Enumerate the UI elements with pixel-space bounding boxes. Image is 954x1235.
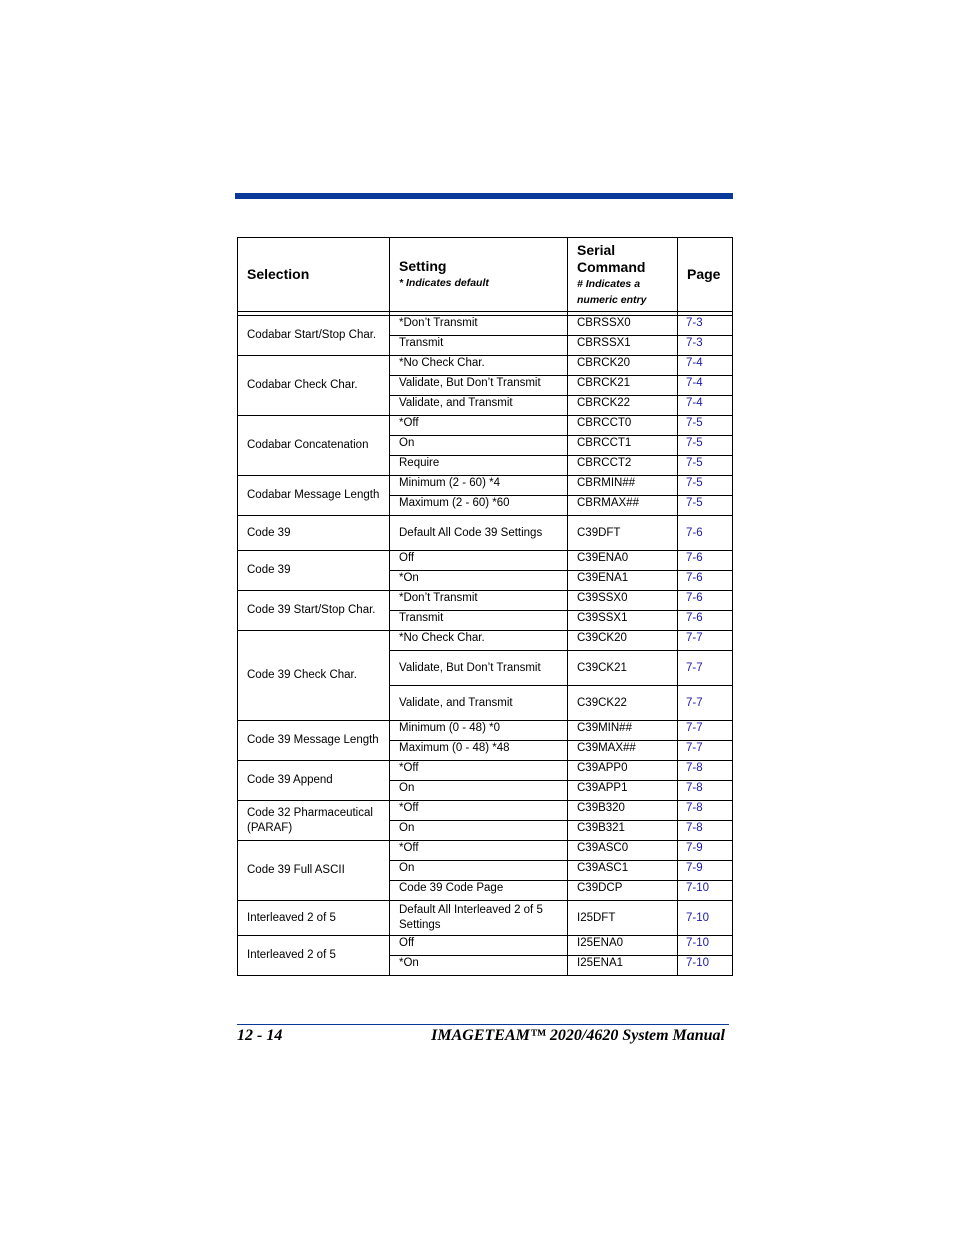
setting-cell: *Off (390, 841, 568, 861)
page-link[interactable]: 7-7 (678, 631, 733, 651)
command-table (237, 237, 733, 976)
selection-cell: Code 39 Append (238, 761, 390, 801)
setting-cell: Default All Code 39 Settings (390, 516, 568, 551)
serial-command-cell: CBRCK20 (568, 356, 678, 376)
page-link[interactable]: 7-6 (678, 591, 733, 611)
serial-command-cell: CBRCCT1 (568, 436, 678, 456)
page-link[interactable]: 7-6 (678, 611, 733, 631)
page-link[interactable]: 7-7 (678, 741, 733, 761)
setting-cell: On (390, 436, 568, 456)
serial-note: # Indicates a numeric entry (577, 277, 647, 306)
serial-command-cell: I25ENA0 (568, 936, 678, 956)
selection-cell: Codabar Check Char. (238, 356, 390, 416)
setting-cell: *Off (390, 416, 568, 436)
serial-command-cell: I25ENA1 (568, 956, 678, 976)
selection-cell: Code 39 Full ASCII (238, 841, 390, 901)
page-link[interactable]: 7-6 (678, 571, 733, 591)
setting-cell: Default All Interleaved 2 of 5 Settings (390, 901, 568, 936)
setting-note: * Indicates default (399, 277, 489, 289)
setting-cell: Minimum (2 - 60) *4 (390, 476, 568, 496)
footer-rule (237, 1024, 729, 1025)
serial-command-cell: CBRMIN## (568, 476, 678, 496)
serial-command-cell: CBRCCT2 (568, 456, 678, 476)
selection-cell: Interleaved 2 of 5 (238, 901, 390, 936)
page-link[interactable]: 7-10 (678, 881, 733, 901)
page-link[interactable]: 7-6 (678, 516, 733, 551)
serial-command-cell: C39ASC0 (568, 841, 678, 861)
setting-cell: *Don’t Transmit (390, 316, 568, 336)
selection-cell: Code 39 Check Char. (238, 631, 390, 721)
page-link[interactable]: 7-7 (678, 651, 733, 686)
table-row (238, 416, 733, 436)
selection-cell: Interleaved 2 of 5 (238, 936, 390, 976)
page-number: 12 - 14 (237, 1027, 283, 1044)
page-link[interactable]: 7-7 (678, 686, 733, 721)
table-row (238, 936, 733, 956)
setting-cell: Require (390, 456, 568, 476)
page-link[interactable]: 7-5 (678, 416, 733, 436)
table-row (238, 801, 733, 821)
setting-cell: Maximum (0 - 48) *48 (390, 741, 568, 761)
serial-command-cell: C39MIN## (568, 721, 678, 741)
setting-cell: Transmit (390, 611, 568, 631)
selection-cell: Code 39 Start/Stop Char. (238, 591, 390, 631)
table-row (238, 721, 733, 741)
setting-cell: Transmit (390, 336, 568, 356)
serial-command-cell: C39DFT (568, 516, 678, 551)
setting-cell: On (390, 781, 568, 801)
selection-cell: Code 32 Pharmaceutical (PARAF) (238, 801, 390, 841)
table-row (238, 761, 733, 781)
setting-cell: Minimum (0 - 48) *0 (390, 721, 568, 741)
setting-cell: Code 39 Code Page (390, 881, 568, 901)
setting-cell: On (390, 861, 568, 881)
page-link[interactable]: 7-8 (678, 801, 733, 821)
serial-command-cell: CBRSSX0 (568, 316, 678, 336)
selection-cell: Codabar Start/Stop Char. (238, 316, 390, 356)
serial-command-cell: C39SSX1 (568, 611, 678, 631)
serial-command-cell: C39APP0 (568, 761, 678, 781)
setting-cell: On (390, 821, 568, 841)
selection-cell: Code 39 (238, 551, 390, 591)
setting-cell: *On (390, 956, 568, 976)
document-title: IMAGETEAM™ 2020/4620 System Manual (431, 1027, 725, 1044)
page-link[interactable]: 7-5 (678, 496, 733, 516)
page-link[interactable]: 7-5 (678, 476, 733, 496)
page-link[interactable]: 7-10 (678, 901, 733, 936)
table-row (238, 516, 733, 551)
setting-cell: Maximum (2 - 60) *60 (390, 496, 568, 516)
selection-cell: Code 39 Message Length (238, 721, 390, 761)
page-link[interactable]: 7-3 (678, 336, 733, 356)
column-header-page: Page (678, 238, 733, 312)
serial-command-cell: C39ASC1 (568, 861, 678, 881)
setting-cell: *On (390, 571, 568, 591)
setting-cell: *Off (390, 801, 568, 821)
table-row (238, 631, 733, 651)
setting-cell: *No Check Char. (390, 631, 568, 651)
serial-command-cell: C39ENA0 (568, 551, 678, 571)
serial-command-cell: C39SSX0 (568, 591, 678, 611)
serial-command-cell: C39CK20 (568, 631, 678, 651)
page-link[interactable]: 7-9 (678, 861, 733, 881)
page-link[interactable]: 7-10 (678, 936, 733, 956)
table-row (238, 316, 733, 336)
setting-cell: Validate, But Don’t Transmit (390, 376, 568, 396)
table-row (238, 591, 733, 611)
setting-cell: Off (390, 551, 568, 571)
page-link[interactable]: 7-5 (678, 436, 733, 456)
serial-command-cell: C39B321 (568, 821, 678, 841)
page-link[interactable]: 7-3 (678, 316, 733, 336)
serial-command-cell: CBRCK21 (568, 376, 678, 396)
serial-command-cell: C39CK22 (568, 686, 678, 721)
table-row (238, 841, 733, 861)
setting-cell: Validate, and Transmit (390, 686, 568, 721)
serial-command-cell: C39ENA1 (568, 571, 678, 591)
serial-command-cell: C39CK21 (568, 651, 678, 686)
column-header-serial-command: Serial Command # Indicates a numeric entry (568, 238, 678, 312)
table-row (238, 476, 733, 496)
setting-cell: *Don’t Transmit (390, 591, 568, 611)
selection-cell: Codabar Message Length (238, 476, 390, 516)
setting-cell: *Off (390, 761, 568, 781)
setting-cell: Validate, and Transmit (390, 396, 568, 416)
selection-cell: Codabar Concatenation (238, 416, 390, 476)
serial-command-cell: CBRSSX1 (568, 336, 678, 356)
column-header-setting: Setting * Indicates default (390, 238, 568, 312)
serial-command-cell: CBRCK22 (568, 396, 678, 416)
selection-cell: Code 39 (238, 516, 390, 551)
table-row (238, 551, 733, 571)
setting-cell: *No Check Char. (390, 356, 568, 376)
serial-command-cell: C39APP1 (568, 781, 678, 801)
page-link[interactable]: 7-4 (678, 376, 733, 396)
page-link[interactable]: 7-4 (678, 396, 733, 416)
page-link[interactable]: 7-6 (678, 551, 733, 571)
page-link[interactable]: 7-8 (678, 821, 733, 841)
serial-command-cell: I25DFT (568, 901, 678, 936)
table-body (238, 316, 733, 976)
page-link[interactable]: 7-8 (678, 761, 733, 781)
page-link[interactable]: 7-4 (678, 356, 733, 376)
serial-command-cell: CBRMAX## (568, 496, 678, 516)
page-link[interactable]: 7-10 (678, 956, 733, 976)
table-header-row (238, 238, 733, 312)
serial-command-cell: C39B320 (568, 801, 678, 821)
page-link[interactable]: 7-5 (678, 456, 733, 476)
setting-cell: Off (390, 936, 568, 956)
page-link[interactable]: 7-9 (678, 841, 733, 861)
column-header-selection: Selection (238, 238, 390, 312)
page-link[interactable]: 7-7 (678, 721, 733, 741)
setting-cell: Validate, But Don’t Transmit (390, 651, 568, 686)
page-link[interactable]: 7-8 (678, 781, 733, 801)
table-row (238, 356, 733, 376)
header-rule (235, 193, 733, 199)
table-row (238, 901, 733, 936)
serial-command-cell: C39MAX## (568, 741, 678, 761)
serial-command-cell: C39DCP (568, 881, 678, 901)
serial-command-cell: CBRCCT0 (568, 416, 678, 436)
